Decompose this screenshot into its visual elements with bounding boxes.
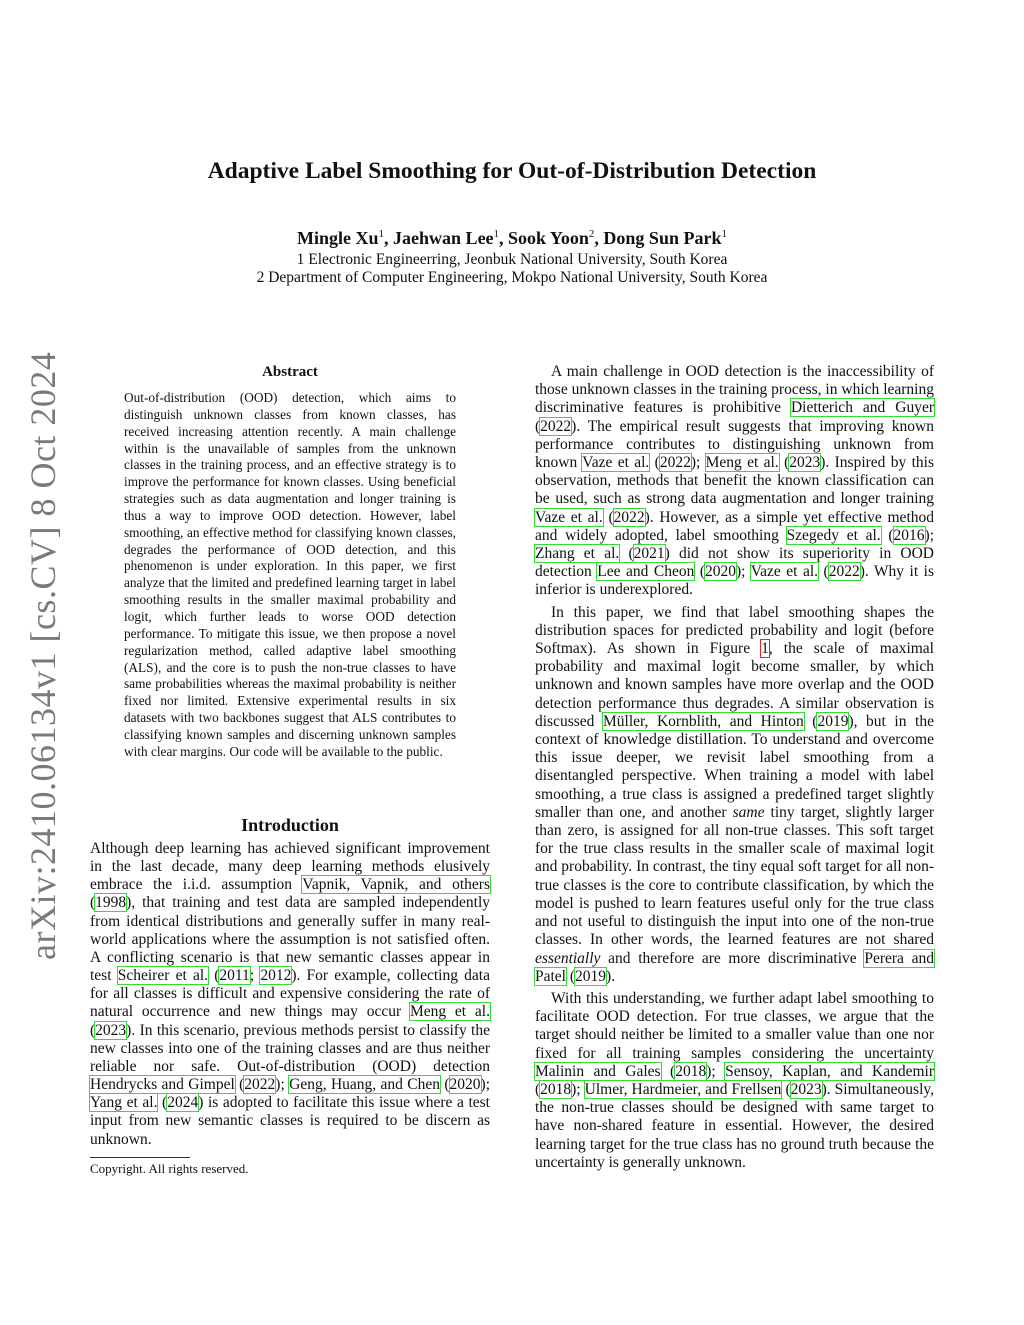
text-run: ( [566,967,576,985]
citation-link[interactable]: Sensoy, Kaplan, and Kandemir [725,1062,934,1080]
text-run: ( [208,967,220,985]
text-run: ); [480,1076,490,1094]
author-separator: , [594,228,604,248]
body-paragraph-2 [535,604,934,986]
text-run: ), but in the context of knowledge distillation. To understand and overcome this issue deeper, we revisit label smoothing from a disentangled perspective. When training a model with label smoothing, a true class is assigned a predefined target slightly smaller than one, and another [535,712,934,821]
text-run: ). However, as a simple yet effective method and widely adopted, label smoothing [535,508,934,544]
citation-year-link[interactable]: 2022 [244,1076,276,1094]
author-list [0,228,1024,249]
text-run: ( [694,563,705,581]
affiliation-mark: 1 [493,228,500,240]
text-run: In this paper, we find that label smoothing shapes the distribution spaces for predicted probability and logit (before Softmax). As shown in Figure [535,603,934,658]
affiliation-mark: 2 [588,228,595,240]
text-run: ). In this scenario, previous methods persist to classify the new classes into one of the training classes and are thus neither reliable nor safe. Out-of-distribution (OOD) detection [90,1021,490,1075]
text-run: ( [660,1062,676,1080]
body-paragraph-1 [535,363,934,600]
text-run: ( [778,454,790,472]
text-run: ); [736,563,751,581]
text-run: ( [602,508,614,526]
text-run: ). Why it is inferior is underexplored. [535,563,934,599]
text-run: ( [818,563,829,581]
citation-year-link[interactable]: 2022 [828,563,860,581]
citation-year-link[interactable]: 2023 [789,454,821,472]
intro-paragraph [90,840,490,1149]
author-name: Mingle Xu [297,228,379,248]
citation-year-link[interactable]: 2018 [675,1062,707,1080]
text-run: ). Simultaneously, the non-true classes should be designed with same target to have non-shared feature in essential. However, the desired learning target for the true class has no ground truth because the uncertainty is generally unknown. [535,1080,934,1171]
affiliation-2: 2 Department of Computer Engineering, Mokpo National University, South Korea [256,269,768,286]
emphasis: same [732,803,765,821]
text-run: ). The empirical result suggests that improving known performance contributes to distinguishing unknown from known [535,417,934,472]
citation-link[interactable]: Meng et al. [409,1003,490,1021]
citation-year-link[interactable]: 2024 [167,1094,199,1112]
text-run: ); [706,1062,726,1080]
text-run: ( [535,1080,541,1098]
figure-ref-link[interactable]: 1 [761,640,769,658]
text-run: ); [571,1080,585,1098]
citation-link[interactable]: Vaze et al. [582,454,650,472]
paper-title: Adaptive Label Smoothing for Out-of-Distribution Detection [207,158,817,184]
citation-link[interactable]: Zhang et al. [535,545,620,563]
citation-year-link[interactable]: 2023 [790,1080,822,1098]
text-run: ) is adopted to facilitate this issue where a test input from new semantic classes is required to be discern as unknown. [90,1094,490,1148]
text-run: ); [690,454,706,472]
affiliation-mark: 1 [721,228,727,240]
abstract-text: Out-of-distribution (OOD) detection, which aims to distinguish unknown classes from known classes, has received increasing attention recently. A main challenge within is the unavailable of samples from the unknown classes in the training process, and an effective strategy is to improve the performance for known classes. Using beneficial strategies such as data augmentation and longer training is thus a way to improve OOD detection. However, label smoothing, an effective method for classifying known classes, degrades the performance of OOD detection, and this phenomenon is under exploration. In this paper, we first analyze that the limited and predefined learning target in label smoothing results in the smaller maximal probability and logit, which further leads to worse OOD detection performance. To mitigate this issue, we then propose a novel regularization method, called adaptive label smoothing (ALS), and the core is to push the non-true classes to have same probabilities whereas the maximal probability is neither fixed nor limited. Extensive experimental results in six datasets with two backbones suggest that ALS contributes to classifying known samples and discerning unknown samples with clear margins. Our code will be available to the public. [124,390,456,759]
citation-link[interactable]: Vaze et al. [535,508,603,526]
citation-link[interactable]: Meng et al. [705,454,779,472]
right-column-body [535,363,934,1172]
citation-year-link[interactable]: 2021 [633,545,665,563]
text-run: ( [619,545,634,563]
text-run: ( [649,454,660,472]
citation-link[interactable]: Geng, Huang, and Chen [289,1076,440,1094]
citation-link[interactable]: Szegedy et al. [786,526,881,544]
text-run: ( [535,417,541,435]
citation-link[interactable]: Malinin and Gales [535,1062,661,1080]
citation-link[interactable]: Hendrycks and Gimpel [90,1076,235,1094]
citation-link[interactable]: Ulmer, Hardmeier, and Frellsen [584,1080,782,1098]
text-run: ( [440,1076,450,1094]
author-separator: , [499,228,509,248]
text-run: Although deep learning has achieved significant improvement in the last decade, many deep learning methods elusively embrace the i.i.d. assumption [90,840,490,894]
emphasis: essentially [535,949,601,967]
text-run: ( [880,526,894,544]
introduction-heading: Introduction [241,815,339,835]
abstract-heading: Abstract [262,364,318,380]
text-run: With this understanding, we further adapt label smoothing to facilitate OOD detection. For true classes, we argue that the target should neither be limited to a smaller value than one nor fixed for all training samples considering the uncertainty [535,989,934,1062]
citation-year-link[interactable]: 2022 [540,417,572,435]
citation-year-link[interactable]: 2011 [219,967,250,985]
text-run: ). For example, collecting data for all classes is difficult and expensive considering the rate of natural occurrence and new things may occur [90,967,490,1021]
citation-link[interactable]: Müller, Kornblith, and Hinton [602,712,804,730]
citation-year-link[interactable]: 2022 [613,508,645,526]
affiliation-mark: 1 [378,228,385,240]
author-name: Jaehwan Lee [393,228,494,248]
arxiv-stamp: arXiv:2410.06134v1 [cs.CV] 8 Oct 2024 [23,351,63,960]
text-run: ), that training and test data are sampled independently from identical distributions and generally suffer in many real-world applications where the assumption is not satisfied often. A conflicting scenario is that new semantic classes appear in test [90,894,490,985]
text-run: ( [90,894,96,912]
text-run: ; [249,967,261,985]
text-run: tiny target, slightly larger than zero, is assigned for all non-true classes. This soft target for the true class results in the smaller scale of maximal logit and probability. In contrast, the tiny equal soft target for all non-true classes is the core to contribute classification, by which the model is pushed to learn features useful only for the true class and not useful to distinguish the input into one of the non-true classes. In other words, the learned features are not shared [535,803,935,949]
citation-year-link[interactable]: 2019 [817,712,849,730]
citation-year-link[interactable]: 2022 [659,454,691,472]
text-run: ( [803,712,818,730]
body-paragraph-3 [535,990,934,1172]
text-run: ( [234,1076,245,1094]
citation-year-link[interactable]: 2020 [449,1076,481,1094]
text-run: ). [606,967,616,985]
text-run: ); [275,1076,290,1094]
text-run: ( [90,1021,96,1039]
citation-year-link[interactable]: 2012 [260,967,292,985]
citation-link[interactable]: Lee and Cheon [597,563,695,581]
text-run: , the scale of maximal probability and maximal logit become smaller, by which unknown and known samples have more overlap and the OOD detection performance thus degrades. A similar observation is discussed [535,640,934,730]
citation-year-link[interactable]: 2023 [95,1021,127,1039]
text-run: ( [157,1094,168,1112]
citation-link[interactable]: Vaze et al. [750,563,819,581]
footnote-rule [90,1157,190,1158]
citation-year-link[interactable]: 2016 [893,526,925,544]
citation-link[interactable]: Scheirer et al. [117,967,209,985]
citation-link[interactable]: Vapnik, Vapnik, and others [302,876,490,894]
text-run: ) did not show its superiority in OOD detection [535,545,934,581]
citation-link[interactable]: Perera and Patel [535,949,934,985]
citation-link[interactable]: Dietterich and Guyer [790,399,934,417]
introduction-body [90,840,490,1149]
copyright-footnote: Copyright. All rights reserved. [90,1161,249,1176]
abstract-body [124,390,456,761]
author-name: Dong Sun Park [603,228,722,248]
text-run: ); [924,526,934,544]
affiliation-1: 1 Electronic Engineerring, Jeonbuk National University, South Korea [296,251,728,268]
text-run: A main challenge in OOD detection is the inaccessibility of those unknown classes in the training process, in which learning discriminative features is prohibitive [535,363,934,417]
text-run: ). Inspired by this observation, methods that benefit the known classification can be used, such as strong data augmentation and longer training [535,454,934,508]
citation-year-link[interactable]: 1998 [95,894,127,912]
citation-link[interactable]: Yang et al. [90,1094,158,1112]
text-run: and therefore are more discriminative [600,949,865,967]
citation-year-link[interactable]: 2020 [705,563,736,581]
author-separator: , [384,228,394,248]
citation-year-link[interactable]: 2018 [540,1080,572,1098]
author-name: Sook Yoon [508,228,589,248]
text-run: ( [781,1080,791,1098]
citation-year-link[interactable]: 2019 [575,967,607,985]
